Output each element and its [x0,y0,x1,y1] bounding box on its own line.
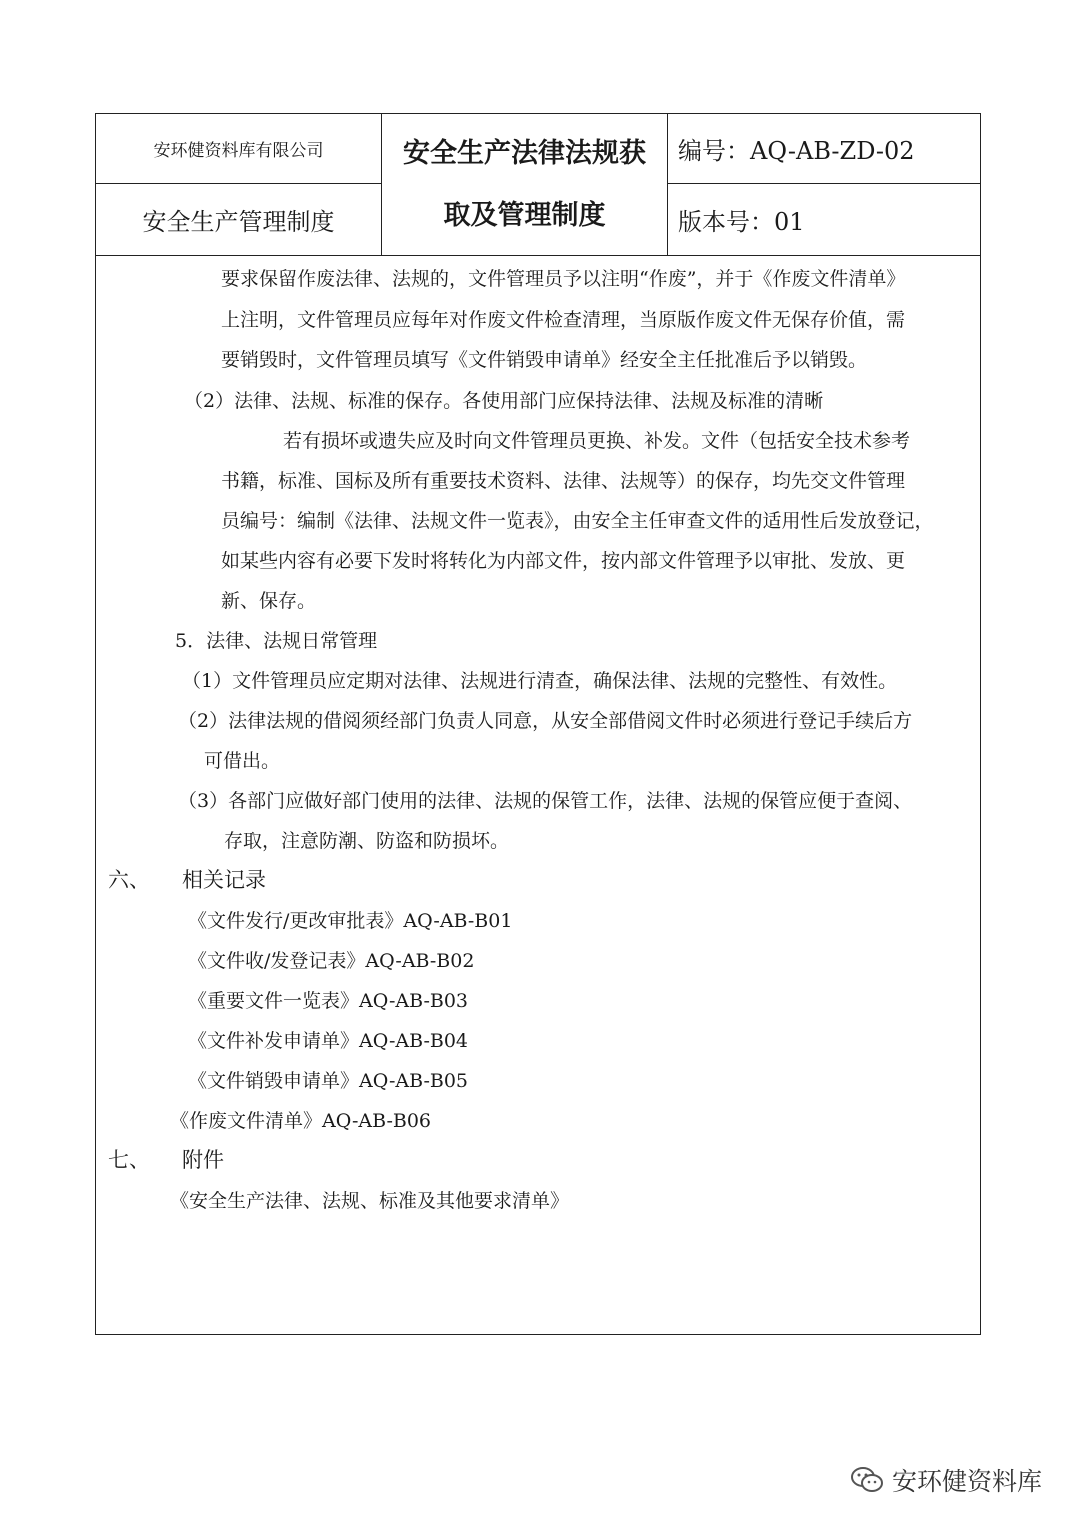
record-item: 《文件收/发登记表》AQ-AB-B02 [188,950,475,972]
record-item: 《作废文件清单》AQ-AB-B06 [170,1110,432,1132]
watermark [850,1462,1042,1498]
paragraph-line: 员编号：编制《法律、法规文件一览表》，由安全主任审查文件的适用性后发放登记， [221,510,934,532]
document-code: 编号：AQ-AB-ZD-02 [668,114,980,184]
paragraph-line: 可借出。 [204,750,281,772]
section-7-number: 七、 [108,1148,150,1172]
section-6-number: 六、 [108,868,150,892]
paragraph-line: 书籍，标准、国标及所有重要技术资料、法律、法规等）的保存，均先交文件管理 [221,470,906,492]
document-title-line-2: 取及管理制度 [443,199,606,231]
paragraph-line: 要求保留作废法律、法规的，文件管理员予以注明“作废”，并于《作废文件清单》 [221,268,906,290]
record-item: 《文件补发申请单》AQ-AB-B04 [188,1030,469,1052]
paragraph-line: 上注明，文件管理员应每年对作废文件检查清理，当原版作废文件无保存价值，需 [221,309,906,331]
system-category: 安全生产管理制度 [96,184,382,255]
record-item: 《重要文件一览表》AQ-AB-B03 [188,990,469,1012]
paragraph-line: 新、保存。 [221,590,317,612]
watermark-text: 安环健资料库 [892,1467,1043,1496]
document-title-line-1: 安全生产法律法规获 [403,137,646,169]
paragraph-line: 要销毁时，文件管理员填写《文件销毁申请单》经安全主任批准后予以销毁。 [221,349,868,371]
document-version: 版本号：01 [678,208,805,236]
record-item: 《文件销毁申请单》AQ-AB-B05 [188,1070,469,1092]
section-5-heading: 5．法律、法规日常管理 [175,630,378,652]
section-6-title: 相关记录 [182,868,266,892]
paragraph-line: （2）法律、法规、标准的保存。各使用部门应保持法律、法规及标准的清晰 [184,390,824,412]
paragraph-line: 存取，注意防潮、防盗和防损坏。 [224,830,510,852]
paragraph-line: 若有损坏或遗失应及时向文件管理员更换、补发。文件（包括安全技术参考 [283,430,911,452]
paragraph-line: （2）法律法规的借阅须经部门负责人同意，从安全部借阅文件时必须进行登记手续后方 [178,710,913,732]
section-7-title: 附件 [182,1148,224,1172]
header-table [96,114,980,256]
company-name: 安环健资料库有限公司 [96,114,382,184]
wechat-icon [850,1465,884,1495]
record-item: 《文件发行/更改审批表》AQ-AB-B01 [188,910,513,932]
paragraph-line: 如某些内容有必要下发时将转化为内部文件，按内部文件管理予以审批、发放、更 [221,550,906,572]
document-title [382,114,668,255]
attachment-item: 《安全生产法律、法规、标准及其他要求清单》 [170,1190,570,1212]
paragraph-line: （3）各部门应做好部门使用的法律、法规的保管工作，法律、法规的保管应便于查阅、 [178,790,913,812]
paragraph-line: （1）文件管理员应定期对法律、法规进行清查，确保法律、法规的完整性、有效性。 [182,670,898,692]
